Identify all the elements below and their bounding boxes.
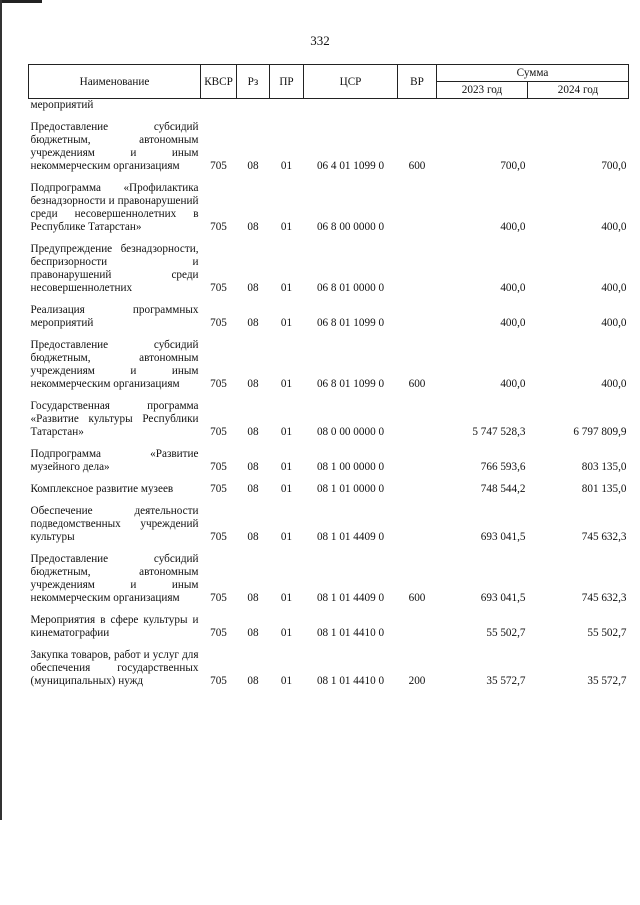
- row-rz: 08: [247, 592, 259, 604]
- row-pr: 01: [280, 317, 293, 329]
- row-sum-2024: 400,0: [601, 378, 627, 390]
- row-pr: 01: [280, 426, 293, 438]
- row-sum-2024: 745 632,3: [581, 592, 627, 604]
- row-vr: [398, 243, 437, 295]
- row-sum-2023: 400,0: [500, 378, 526, 390]
- row-rz: 08: [247, 426, 259, 438]
- row-csr: 08 1 01 0000 0: [316, 483, 385, 495]
- row-kvsr: 705: [210, 317, 227, 329]
- row-vr: 200: [408, 675, 426, 687]
- row-kvsr: 705: [210, 426, 227, 438]
- row-spacer: [29, 112, 629, 121]
- row-pr: 01: [280, 282, 293, 294]
- header-kvsr: КВСР: [201, 65, 237, 99]
- row-sum-2024: 700,0: [601, 160, 627, 172]
- row-spacer: [29, 330, 629, 339]
- row-name: Подпрограмма «Развитие музейного дела»: [30, 448, 199, 473]
- row-csr: 06 8 01 1099 0: [316, 317, 385, 329]
- row-csr: 08 1 00 0000 0: [316, 461, 385, 473]
- row-sum-2024: 745 632,3: [581, 531, 627, 543]
- header-csr: ЦСР: [304, 65, 398, 99]
- page-number: 332: [310, 33, 330, 48]
- row-vr: 600: [408, 592, 426, 604]
- row-kvsr: 705: [210, 675, 227, 687]
- budget-table: [28, 64, 629, 688]
- row-spacer-cell: [29, 234, 629, 243]
- row-spacer: [29, 474, 629, 483]
- table-row: [29, 505, 629, 544]
- row-vr: [398, 448, 437, 474]
- row-kvsr: 705: [210, 461, 227, 473]
- row-pr: 01: [280, 160, 293, 172]
- row-spacer-cell: [29, 391, 629, 400]
- header-sum: Сумма: [437, 65, 629, 82]
- row-pr: 01: [280, 221, 293, 233]
- row-vr: 600: [408, 160, 426, 172]
- row-vr: [398, 614, 437, 640]
- row-vr: [398, 304, 437, 330]
- row-spacer-cell: [29, 439, 629, 448]
- row-spacer-cell: [29, 640, 629, 649]
- row-name: Предоставление субсидий бюджетным, автономным учреждениям и иным некоммерческим организациям: [30, 339, 199, 390]
- row-spacer-cell: [29, 605, 629, 614]
- table-row: [29, 182, 629, 234]
- row-pr: 01: [280, 461, 293, 473]
- table-row: [29, 483, 629, 496]
- table-row: [29, 304, 629, 330]
- row-spacer-cell: [29, 295, 629, 304]
- row-sum-2023: 5 747 528,3: [472, 426, 526, 438]
- row-pr: 01: [280, 627, 293, 639]
- row-pr: 01: [280, 531, 293, 543]
- table-row: [29, 649, 629, 688]
- row-sum-2023: 400,0: [500, 317, 526, 329]
- row-kvsr: 705: [210, 160, 227, 172]
- row-rz: 08: [247, 317, 259, 329]
- table-row: [29, 400, 629, 439]
- table-row: [29, 553, 629, 605]
- table-row: [29, 121, 629, 173]
- row-csr: 08 1 01 4410 0: [316, 627, 385, 639]
- row-name: Государственная программа «Развитие культуры Республики Татарстан»: [30, 400, 199, 438]
- row-spacer-cell: [29, 496, 629, 505]
- row-kvsr: 705: [210, 483, 227, 495]
- row-sum-2023: 400,0: [500, 282, 526, 294]
- header-year-2024: 2024 год: [528, 82, 629, 99]
- row-csr: 06 8 00 0000 0: [316, 221, 385, 233]
- row-spacer-cell: [29, 173, 629, 182]
- row-vr: [398, 182, 437, 234]
- row-name: Комплексное развитие музеев: [30, 483, 174, 495]
- row-rz: 08: [247, 378, 259, 390]
- row-sum-2024: 400,0: [601, 317, 627, 329]
- row-name: Закупка товаров, работ и услуг для обеспечения государственных (муниципальных) нужд: [30, 649, 199, 687]
- row-spacer-cell: [29, 474, 629, 483]
- row-kvsr: 705: [210, 378, 227, 390]
- table-row: [29, 448, 629, 474]
- row-sum-2023: 400,0: [500, 221, 526, 233]
- table-row: [29, 339, 629, 391]
- row-csr: 08 1 01 4410 0: [316, 675, 385, 687]
- header-rz: Рз: [237, 65, 270, 99]
- row-csr: 06 8 01 0000 0: [316, 282, 385, 294]
- row-vr: [398, 400, 437, 439]
- row-name: Предупреждение безнадзорности, беспризорности и правонарушений среди несовершеннолетних: [30, 243, 199, 294]
- row-pr: 01: [280, 675, 293, 687]
- continuation-row: [29, 99, 629, 113]
- row-rz: 08: [247, 675, 259, 687]
- row-rz: 08: [247, 483, 259, 495]
- row-name: Обеспечение деятельности подведомственных учреждений культуры: [30, 505, 199, 543]
- row-spacer: [29, 605, 629, 614]
- row-sum-2024: 803 135,0: [581, 461, 627, 473]
- header-vr: ВР: [398, 65, 437, 99]
- row-spacer: [29, 173, 629, 182]
- row-csr: 06 4 01 1099 0: [316, 160, 385, 172]
- row-csr: 08 1 01 4409 0: [316, 531, 385, 543]
- table-body: [29, 99, 629, 689]
- scan-left-edge: [0, 0, 2, 820]
- row-name: Предоставление субсидий бюджетным, автономным учреждениям и иным некоммерческим организациям: [30, 553, 199, 604]
- row-kvsr: 705: [210, 282, 227, 294]
- row-name: Реализация программных мероприятий: [30, 304, 199, 329]
- continuation-text: мероприятий: [30, 99, 94, 111]
- row-sum-2023: 693 041,5: [480, 531, 526, 543]
- row-sum-2024: 801 135,0: [581, 483, 627, 495]
- row-name: Мероприятия в сфере культуры и кинематографии: [30, 614, 199, 639]
- row-sum-2024: 400,0: [601, 221, 627, 233]
- row-rz: 08: [247, 531, 259, 543]
- table-header: [29, 65, 629, 99]
- header-pr: ПР: [270, 65, 304, 99]
- row-kvsr: 705: [210, 221, 227, 233]
- row-pr: 01: [280, 592, 293, 604]
- row-sum-2023: 35 572,7: [486, 675, 526, 687]
- row-vr: 600: [408, 378, 426, 390]
- row-kvsr: 705: [210, 592, 227, 604]
- row-sum-2024: 35 572,7: [587, 675, 627, 687]
- row-spacer: [29, 234, 629, 243]
- table-row: [29, 614, 629, 640]
- row-sum-2023: 55 502,7: [486, 627, 526, 639]
- row-pr: 01: [280, 378, 293, 390]
- row-vr: [398, 505, 437, 544]
- row-spacer-cell: [29, 544, 629, 553]
- row-spacer: [29, 391, 629, 400]
- row-csr: 08 0 00 0000 0: [316, 426, 385, 438]
- row-rz: 08: [247, 160, 259, 172]
- scan-edge-mark: [0, 0, 42, 3]
- row-sum-2024: 400,0: [601, 282, 627, 294]
- row-spacer: [29, 544, 629, 553]
- row-csr: 06 8 01 1099 0: [316, 378, 385, 390]
- row-spacer: [29, 439, 629, 448]
- row-sum-2024: 55 502,7: [587, 627, 627, 639]
- header-name: Наименование: [29, 65, 201, 99]
- row-spacer-cell: [29, 330, 629, 339]
- row-rz: 08: [247, 221, 259, 233]
- row-spacer: [29, 496, 629, 505]
- row-kvsr: 705: [210, 627, 227, 639]
- row-csr: 08 1 01 4409 0: [316, 592, 385, 604]
- row-name: Предоставление субсидий бюджетным, автономным учреждениям и иным некоммерческим организациям: [30, 121, 199, 172]
- row-rz: 08: [247, 461, 259, 473]
- row-spacer: [29, 295, 629, 304]
- row-spacer-cell: [29, 112, 629, 121]
- row-sum-2023: 766 593,6: [480, 461, 526, 473]
- row-kvsr: 705: [210, 531, 227, 543]
- row-name: Подпрограмма «Профилактика безнадзорности и правонарушений среди несовершеннолетних в Республике Татарстан»: [30, 182, 199, 233]
- row-sum-2023: 700,0: [500, 160, 526, 172]
- row-vr: [398, 483, 437, 496]
- table-row: [29, 243, 629, 295]
- row-sum-2023: 748 544,2: [480, 483, 526, 495]
- row-sum-2023: 693 041,5: [480, 592, 526, 604]
- row-rz: 08: [247, 627, 259, 639]
- row-sum-2024: 6 797 809,9: [573, 426, 627, 438]
- header-year-2023: 2023 год: [437, 82, 528, 99]
- row-pr: 01: [280, 483, 293, 495]
- row-spacer: [29, 640, 629, 649]
- row-rz: 08: [247, 282, 259, 294]
